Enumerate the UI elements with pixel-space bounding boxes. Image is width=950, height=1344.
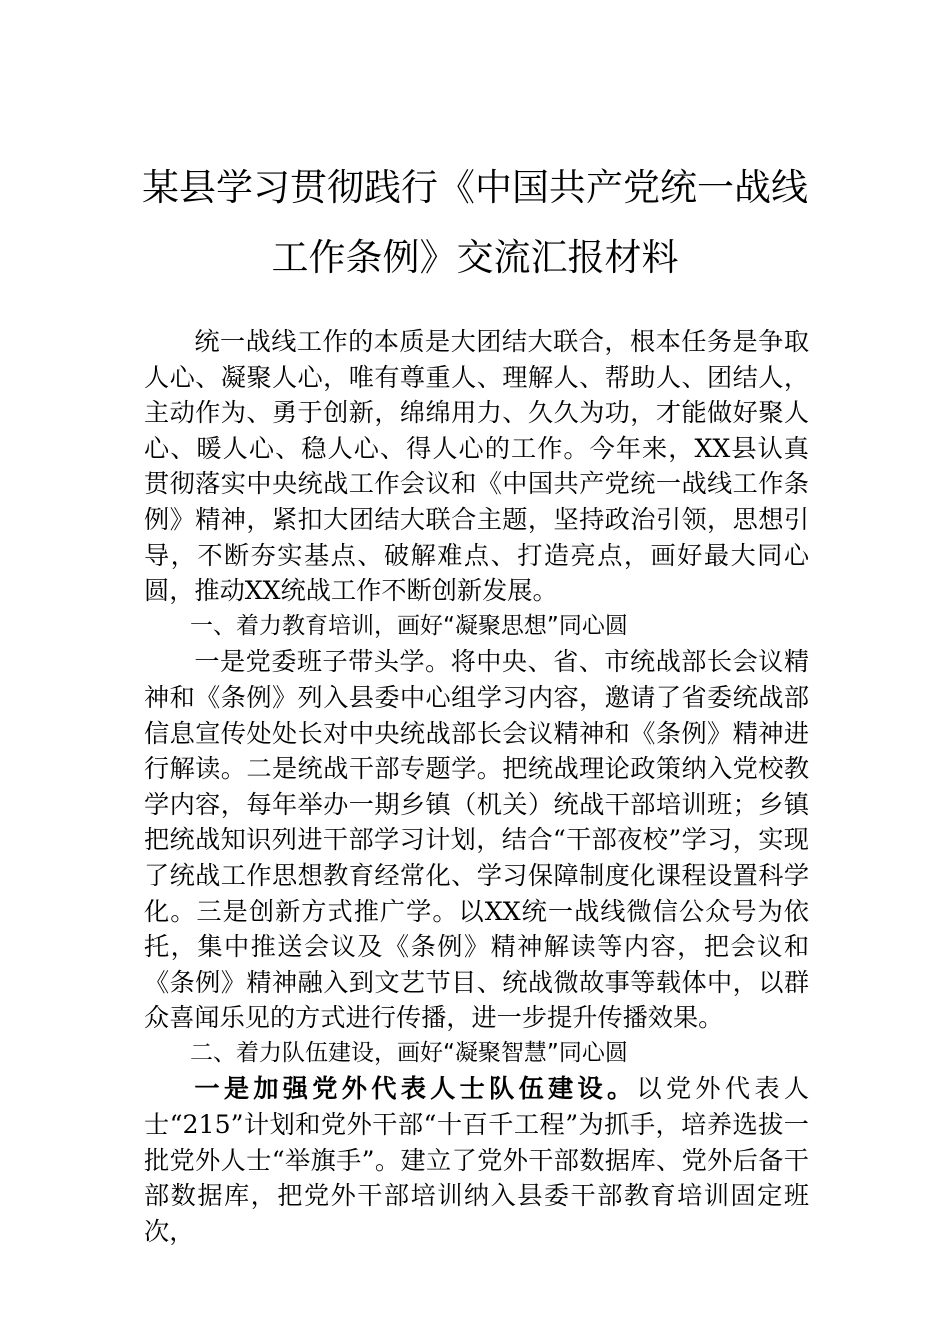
- section-1-paragraph: 一是党委班子带头学。将中央、省、市统战部长会议精神和《条例》列入县委中心组学习内容，邀请了省委统战部信息宣传处处长对中央统战部长会议精神和《条例》精神进行解读。二是统战干部专题学。把统战理论政策纳入党校教学内容，每年举办一期乡镇（机关）统战干部培训班；乡镇把统战知识列进干部学习计划，结合“干部夜校”学习，实现了统战工作思想教育经常化、学习保障制度化课程设置科学化。三是创新方式推广学。以XX统一战线微信公众号为依托，集中推送会议及《条例》精神解读等内容，把会议和《条例》精神融入到文艺节目、统战微故事等载体中，以群众喜闻乐见的方式进行传播，进一步提升传播效果。: [144, 647, 809, 1033]
- intro-paragraph: 统一战线工作的本质是大团结大联合，根本任务是争取人心、凝聚人心，唯有尊重人、理解人、帮助人、团结人，主动作为、勇于创新，绵绵用力、久久为功，才能做好聚人心、暖人心、稳人心、得人心的工作。今年来，XX县认真贯彻落实中央统战工作会议和《中国共产党统一战线工作条例》精神，紧扣大团结大联合主题，坚持政治引领，思想引导，不断夯实基点、破解难点、打造亮点，画好最大同心圆，推动XX统战工作不断创新发展。: [144, 327, 809, 606]
- section-2-lead-bold: 一是加强党外代表人士队伍建设。: [194, 1073, 637, 1104]
- document-title-line-2: 工作条例》交流汇报材料: [271, 236, 679, 279]
- section-heading-1: 一、着力教育培训，画好“凝聚思想”同心圆: [190, 612, 628, 639]
- document-title-line-1: 某县学习贯彻践行《中国共产党统一战线: [142, 166, 808, 209]
- section-2-paragraph: [144, 1071, 809, 1249]
- document-body: [144, 324, 809, 1249]
- section-2-text: 以党外代表人士“215”计划和党外干部“十百千工程”为抓手，培养选拔一批党外人士“举旗手”。建立了党外干部数据库、党外后备干部数据库，把党外干部培训纳入县委干部教育培训固定班次，: [144, 1074, 810, 1246]
- section-heading-2: 二、着力队伍建设，画好“凝聚智慧”同心圆: [190, 1039, 628, 1066]
